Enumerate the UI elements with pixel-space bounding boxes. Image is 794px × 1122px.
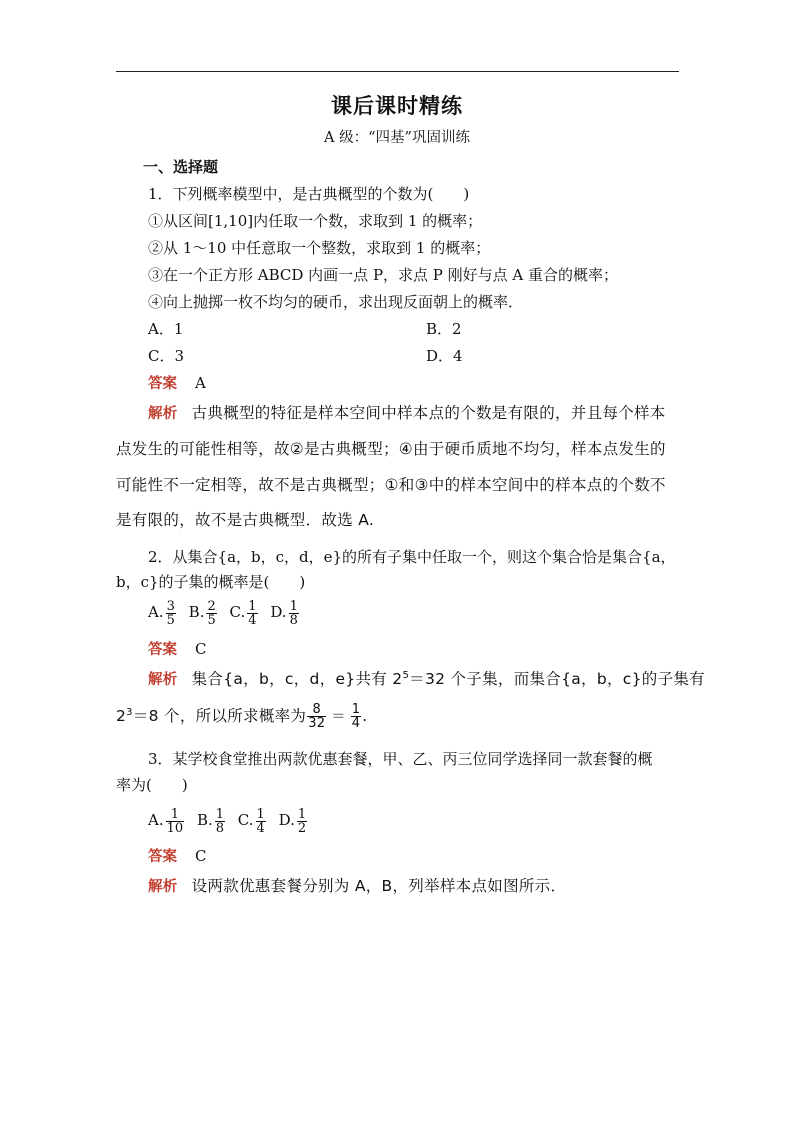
answer-label: 答案: [148, 849, 177, 865]
q1-option-c: C．3: [148, 347, 185, 365]
q1-option-a: A．1: [148, 320, 184, 338]
q1-item-1: ①从区间[1,10]内任取一个数，求取到 1 的概率；: [148, 212, 483, 230]
page-subtitle: A 级：“四基”巩固训练: [324, 130, 470, 146]
fraction: $\frac{8}{32}$: [308, 702, 326, 731]
q1-item-2: ②从 1～10 中任意取一个整数，求取到 1 的概率；: [148, 239, 491, 257]
q3-choice-b: B. $\frac{1}{8}$: [196, 806, 225, 836]
q3-answer: [148, 846, 206, 867]
analysis-label: 解析: [148, 879, 178, 895]
q3-choice-a: A. $\frac{1}{10}$: [148, 806, 184, 836]
q2-answer: [148, 639, 206, 660]
analysis-text: 古典概型的特征是样本空间中样本点的个数是有限的，并且每个样本: [191, 404, 666, 422]
fraction: $\frac{1}{4}$: [351, 702, 361, 731]
q3-stem-line-1: 3．某学校食堂推出两款优惠套餐，甲、乙、丙三位同学选择同一款套餐的概: [148, 750, 653, 768]
q2-choice-b: B. $\frac{2}{5}$: [188, 598, 216, 628]
fraction: $\frac{3}{5}$: [166, 598, 175, 628]
fraction: $\frac{1}{4}$: [256, 806, 265, 836]
q3-analysis-line-1: 解析 设两款优惠套餐分别为 A，B，列举样本点如图所示．: [148, 877, 567, 895]
fraction: $\frac{1}{8}$: [289, 598, 298, 628]
q2-analysis-line-1: 解析 集合{a，b，c，d，e}共有 $2^5=32$ 个子集，而集合{a，b，c}的子集有: [148, 669, 705, 688]
q2-choice-d: D. $\frac{1}{8}$: [270, 598, 298, 628]
answer-value: A: [195, 374, 206, 392]
q1-stem: 1．下列概率模型中，是古典概型的个数为( ): [148, 185, 470, 203]
fraction: $\frac{2}{5}$: [207, 598, 216, 628]
q1-answer: [148, 373, 206, 394]
page-title: 课后课时精练: [331, 93, 463, 118]
answer-label: 答案: [148, 642, 177, 658]
q1-analysis-line-2: 点发生的可能性相等，故②是古典概型；④由于硬币质地不均匀，样本点发生的: [116, 440, 666, 458]
fraction: $\frac{1}{2}$: [297, 806, 307, 836]
q2-analysis-line-2: $2^3=8$ 个，所以所求概率为 $\frac{8}{32}$ ＝ $\frac{1}{4}$ .: [116, 702, 368, 731]
section-heading: 一、选择题: [143, 158, 219, 176]
analysis-label: 解析: [148, 672, 178, 688]
analysis-label: 解析: [148, 406, 178, 422]
q3-stem-line-2: 率为( ): [116, 776, 188, 794]
q3-choice-d: D. $\frac{1}{2}$: [278, 806, 307, 836]
q2-choices: [148, 597, 307, 627]
q2-choice-c: C. $\frac{1}{4}$: [229, 598, 257, 628]
q1-analysis-line-4: 是有限的，故不是古典概型．故选 A.: [116, 511, 375, 529]
fraction: $\frac{1}{8}$: [215, 806, 225, 836]
q2-stem-line-1: 2．从集合{a，b，c，d，e}的所有子集中任取一个，则这个集合恰是集合{a，: [148, 548, 676, 566]
answer-label: 答案: [148, 376, 177, 392]
answer-value: C: [195, 847, 207, 865]
fraction: $\frac{1}{10}$: [166, 806, 184, 836]
q1-analysis-line-3: 可能性不一定相等，故不是古典概型；①和③中的样本空间中的样本点的个数不: [116, 476, 666, 494]
q1-option-d: D．4: [426, 347, 463, 365]
q2-stem-line-2: b，c}的子集的概率是( ): [116, 573, 306, 591]
q1-option-b: B．2: [426, 320, 462, 338]
header-rule: [116, 71, 679, 72]
fraction: $\frac{1}{4}$: [248, 598, 257, 628]
q3-choice-c: C. $\frac{1}{4}$: [237, 806, 265, 836]
q1-item-3: ③在一个正方形 ABCD 内画一点 P，求点 P 刚好与点 A 重合的概率；: [148, 266, 619, 284]
answer-value: C: [195, 640, 207, 658]
q2-choice-a: A. $\frac{3}{5}$: [148, 598, 175, 628]
q1-analysis-line-1: [148, 403, 666, 424]
q1-item-4: ④向上抛掷一枚不均匀的硬币，求出现反面朝上的概率．: [148, 293, 524, 311]
q3-choices: [148, 805, 315, 835]
